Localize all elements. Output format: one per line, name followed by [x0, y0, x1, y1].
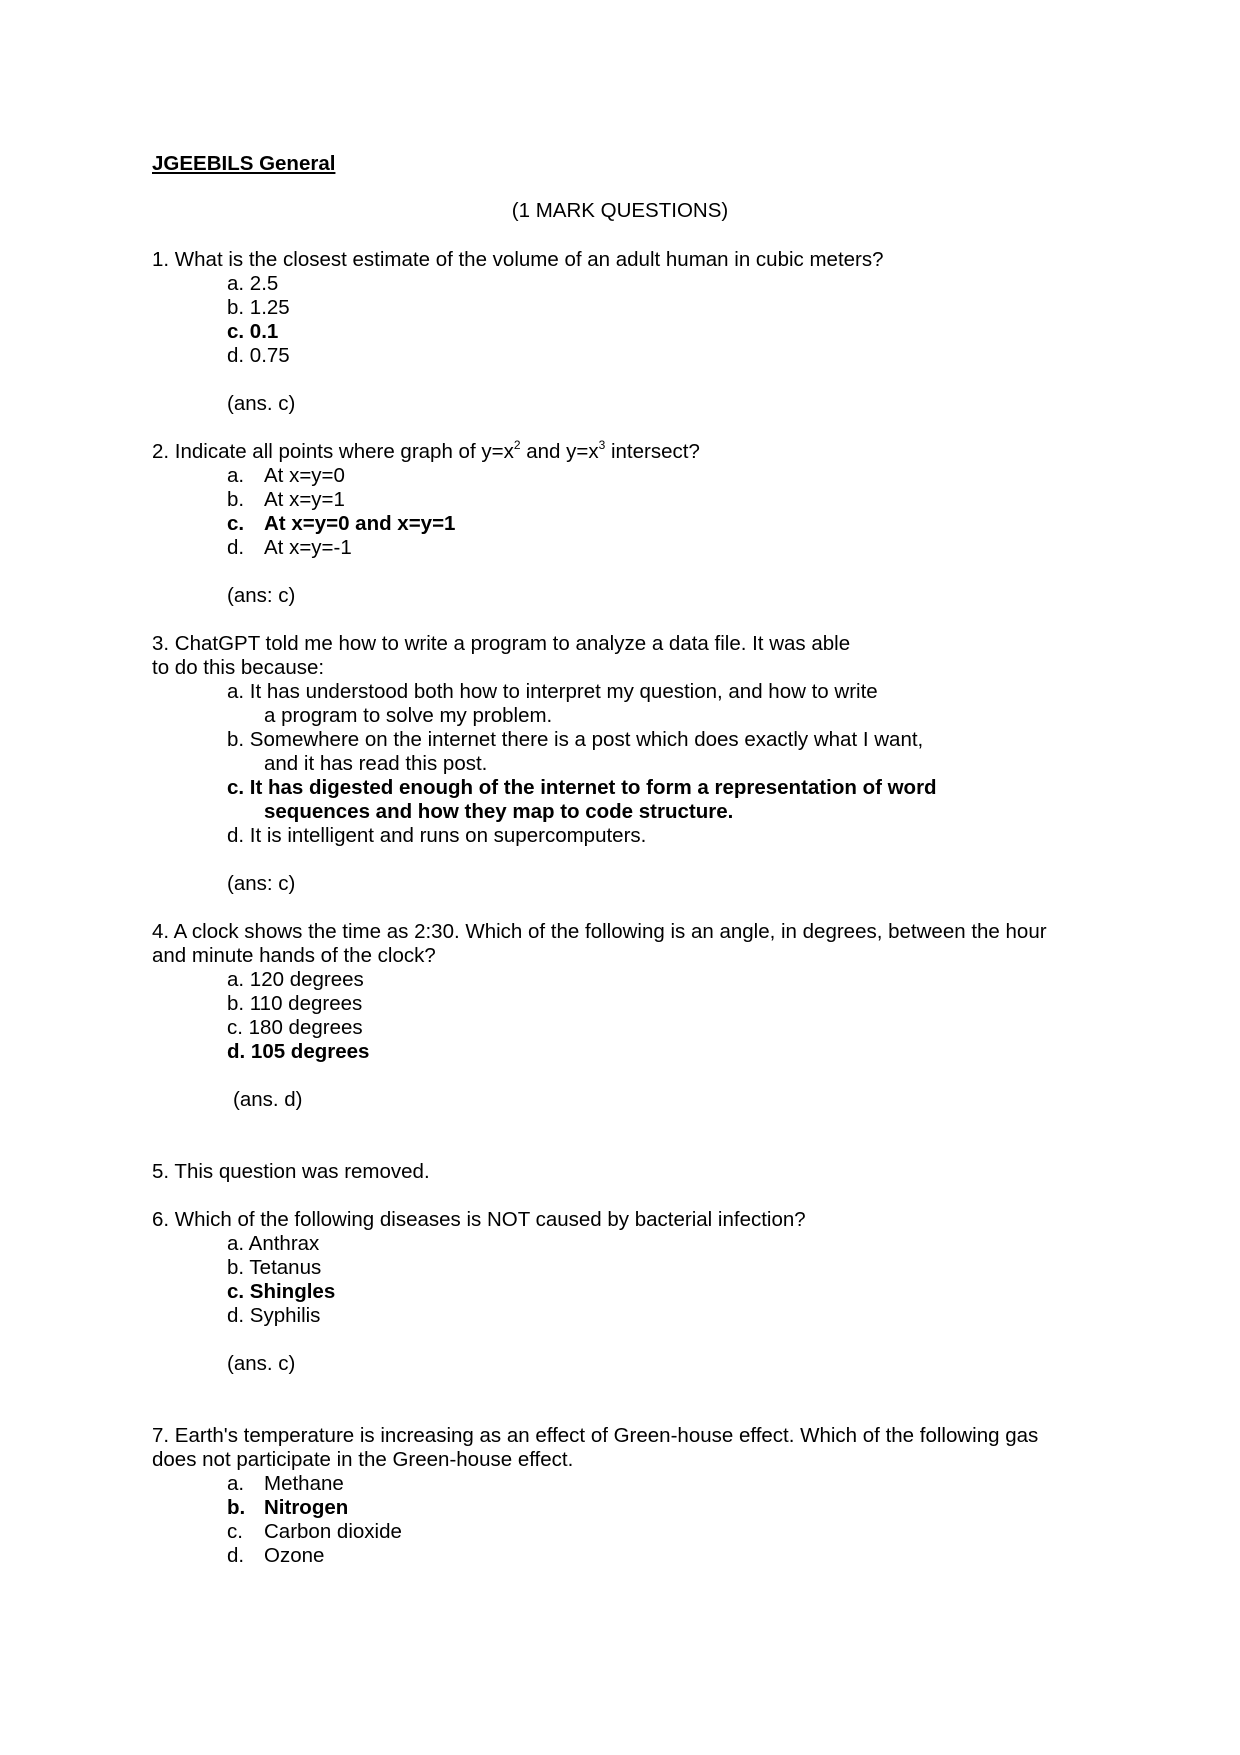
question-6-option-b: b. Tetanus	[227, 1256, 322, 1279]
question-3-option-d: d. It is intelligent and runs on supercomputers.	[227, 824, 647, 847]
question-7-option-d	[227, 1544, 324, 1568]
question-4-option-d: d. 105 degrees	[227, 1040, 370, 1063]
question-5-text: 5. This question was removed.	[152, 1160, 430, 1183]
question-3-text-line-2: to do this because:	[152, 656, 325, 679]
option-label: b.	[227, 1496, 246, 1519]
question-3-option-c-line-2: sequences and how they map to code structure.	[264, 800, 734, 823]
question-2-option-c	[227, 512, 455, 536]
question-3-option-b-line-2: and it has read this post.	[264, 752, 488, 775]
option-label: c.	[227, 512, 245, 535]
question-6-option-d: d. Syphilis	[227, 1304, 321, 1327]
question-1-option-b: b. 1.25	[227, 296, 290, 319]
question-3-answer: (ans: c)	[227, 872, 296, 895]
question-3-option-a-line-2: a program to solve my problem.	[264, 704, 553, 727]
question-2-text-before: 2. Indicate all points where graph of y=x	[152, 440, 514, 463]
option-label: d.	[227, 1544, 245, 1567]
question-3-option-b-line-1: b. Somewhere on the internet there is a post which does exactly what I want,	[227, 728, 924, 751]
option-text: At x=y=0	[264, 464, 345, 487]
question-4-text-line-2: and minute hands of the clock?	[152, 944, 436, 967]
option-text: Carbon dioxide	[264, 1520, 402, 1543]
question-7-option-c	[227, 1520, 402, 1544]
option-label: d.	[227, 536, 245, 559]
question-3-option-c-line-1: c. It has digested enough of the internet to form a representation of word	[227, 776, 937, 799]
option-label: b.	[227, 488, 245, 511]
question-3-option-a-line-1: a. It has understood both how to interpret my question, and how to write	[227, 680, 878, 703]
option-label: a.	[227, 464, 245, 487]
section-subtitle: (1 MARK QUESTIONS)	[511, 199, 729, 222]
question-4-option-a: a. 120 degrees	[227, 968, 364, 991]
question-2-option-b	[227, 488, 345, 512]
question-2-text	[152, 440, 700, 464]
question-2-text-middle: and y=x	[520, 440, 599, 463]
question-6-option-c: c. Shingles	[227, 1280, 336, 1303]
question-2-text-after: intersect?	[605, 440, 700, 463]
option-text: Nitrogen	[264, 1496, 349, 1519]
option-text: At x=y=-1	[264, 536, 352, 559]
option-label: c.	[227, 1520, 243, 1543]
question-7-text-line-1: 7. Earth's temperature is increasing as an effect of Green-house effect. Which of the following gas	[152, 1424, 1039, 1447]
question-6-text: 6. Which of the following diseases is NOT caused by bacterial infection?	[152, 1208, 806, 1231]
question-3-text-line-1: 3. ChatGPT told me how to write a program to analyze a data file. It was able	[152, 632, 851, 655]
option-text: At x=y=1	[264, 488, 345, 511]
question-1-option-c: c. 0.1	[227, 320, 279, 343]
option-text: Methane	[264, 1472, 344, 1495]
question-2-option-d	[227, 536, 352, 560]
option-text: At x=y=0 and x=y=1	[264, 512, 456, 535]
question-1-answer: (ans. c)	[227, 392, 296, 415]
question-2-answer: (ans: c)	[227, 584, 296, 607]
option-text: Ozone	[264, 1544, 325, 1567]
question-4-answer: (ans. d)	[233, 1088, 303, 1111]
option-label: a.	[227, 1472, 245, 1495]
question-7-text-line-2: does not participate in the Green-house effect.	[152, 1448, 574, 1471]
question-4-option-b: b. 110 degrees	[227, 992, 363, 1015]
question-6-answer: (ans. c)	[227, 1352, 296, 1375]
question-7-option-b	[227, 1496, 348, 1520]
document-title: JGEEBILS General	[152, 152, 336, 175]
question-6-option-a: a. Anthrax	[227, 1232, 320, 1255]
question-2-option-a	[227, 464, 345, 488]
question-4-text-line-1: 4. A clock shows the time as 2:30. Which of the following is an angle, in degrees, between the hour	[152, 920, 1047, 943]
question-7-option-a	[227, 1472, 344, 1496]
question-1-option-a: a. 2.5	[227, 272, 279, 295]
question-2-exponent-1: 2	[513, 438, 521, 453]
question-2-exponent-2: 3	[598, 438, 606, 453]
question-4-option-c: c. 180 degrees	[227, 1016, 363, 1039]
question-1-option-d: d. 0.75	[227, 344, 290, 367]
question-1-text: 1. What is the closest estimate of the volume of an adult human in cubic meters?	[152, 248, 884, 271]
